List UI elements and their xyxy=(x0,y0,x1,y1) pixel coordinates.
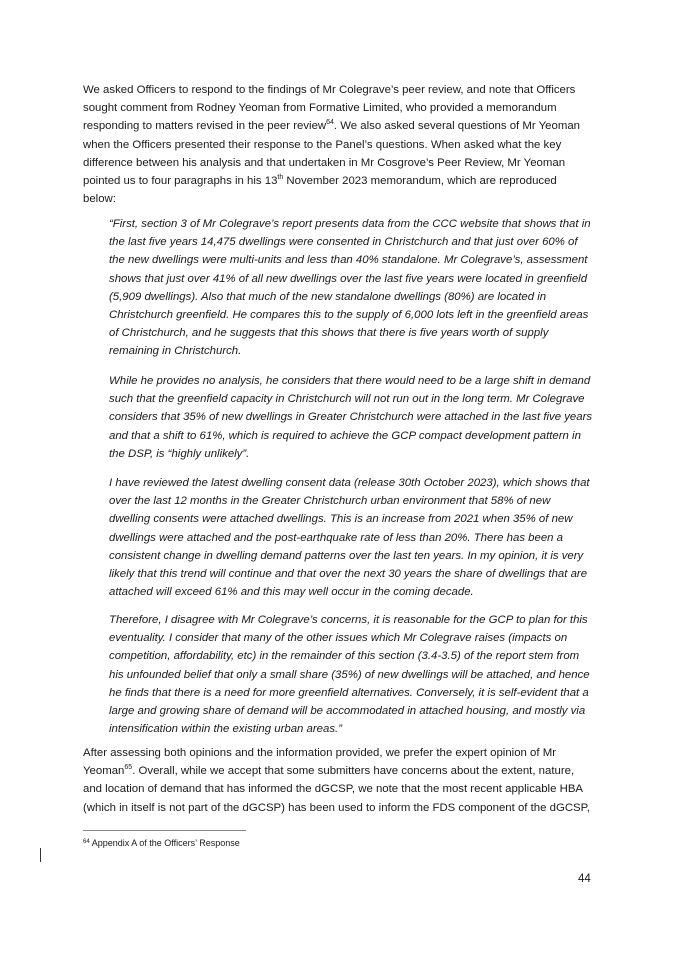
text-line: responding to matters revised in the peer review$^{64}$. We also asked several questions of Mr Yeoman xyxy=(83,119,581,133)
quote-line: the new dwellings were multi-units and less than 40% standalone. Mr Colegrave’s, assessment xyxy=(109,254,588,267)
text-line: and location of demand that has informed the dGCSP, we note that the most recent applicable HBA xyxy=(83,783,584,796)
footnote-number: 64 xyxy=(83,839,90,845)
quote-line: large and growing share of demand will be accommodated in attached housing, and mostly via xyxy=(109,705,586,718)
quote-line: Therefore, I disagree with Mr Colegrave’s concerns, it is reasonable for the GCP to plan for this xyxy=(109,614,588,626)
quote-line: his unfounded belief that only a small share (35%) of new dwellings will be attached, and hence xyxy=(109,668,590,681)
footnote-text: Appendix A of the Officers’ Response xyxy=(89,838,240,848)
quote-line: Christchurch greenfield. He compares this to the supply of 6,000 lots left in the greenfield areas xyxy=(109,309,589,322)
text-line: Yeoman$^{65}$. Overall, while we accept that some submitters have concerns about the extent, nature, xyxy=(83,764,575,778)
quote-line: such that the greenfield capacity in Christchurch will not run out in the long term. Mr Colegrave xyxy=(109,393,585,406)
text-line: We asked Officers to respond to the findings of Mr Colegrave’s peer review, and note that Officers xyxy=(83,84,576,96)
quote-line: “First, section 3 of Mr Colegrave’s report presents data from the CCC website that shows that in xyxy=(109,218,591,230)
footnote-separator xyxy=(83,830,246,831)
quote-line: the DSP, is “highly unlikely”. xyxy=(109,447,250,460)
footnote-reference[interactable]: 64 xyxy=(326,119,334,127)
revision-change-bar xyxy=(40,848,41,862)
quote-line: dwellings were attached and the post-earthquake rate of less than 20%. There has been a xyxy=(109,531,564,544)
block-quote-paragraph-3 xyxy=(109,474,590,601)
body-paragraph-officers-response xyxy=(83,81,580,208)
body-paragraph-conclusion xyxy=(83,744,590,817)
quote-line: consistent change in dwelling demand patterns over the last ten years. In my opinion, it is very xyxy=(109,549,584,562)
ordinal-suffix: th xyxy=(277,174,284,182)
text-line: After assessing both opinions and the information provided, we prefer the expert opinion of Mr xyxy=(83,747,556,759)
block-quote-paragraph-4 xyxy=(109,611,590,738)
quote-line: I have reviewed the latest dwelling consent data (release 30th October 2023), which shows that xyxy=(109,477,590,489)
quote-line: likely that this trend will continue and that over the next 30 years the share of dwellings that are xyxy=(109,568,588,581)
quote-line: competition, affordability, etc) in the remainder of this section (3.4-3.5) of the report stem from xyxy=(109,650,580,663)
quote-line: of Christchurch, and he suggests that this shows that there is five years worth of supply xyxy=(109,327,549,340)
text-line: below: xyxy=(83,193,116,206)
quote-line: While he provides no analysis, he considers that there would need to be a large shift in demand xyxy=(109,375,591,387)
quote-line: (5,909 dwellings). Also that much of the new standalone dwellings (80%) are located in xyxy=(109,290,547,303)
block-quote-paragraph-2 xyxy=(109,372,592,463)
quote-line: considers that 35% of new dwellings in Greater Christchurch were attached in the last five years xyxy=(109,411,593,424)
quote-line: dwelling consents were attached dwellings. This is an increase from 2021 when 35% of new xyxy=(109,513,573,526)
quote-line: he finds that there is a need for more greenfield alternatives. Conversely, it is self-evident that a xyxy=(109,686,589,699)
text-line: difference between his analysis and that undertaken in Mr Cosgrove’s Peer Review, Mr Yeoman xyxy=(83,156,566,169)
page-number: 44 xyxy=(578,873,591,885)
quote-line: attached will exceed 61% and this may well occur in the coming decade. xyxy=(109,586,474,599)
footnote-reference[interactable]: 65 xyxy=(124,764,133,772)
quote-line: eventuality. I consider that many of the other issues which Mr Colegrave raises (impacts on xyxy=(109,632,568,645)
text-line: when the Officers presented their response to the Panel’s questions. When asked what the key xyxy=(83,138,562,151)
quote-line: intensification within the existing urban areas.” xyxy=(109,723,343,736)
quote-line: the last five years 14,475 dwellings were consented in Christchurch and that just over 60% of xyxy=(109,236,578,249)
quote-line: and that a shift to 61%, which is required to achieve the GCP compact development pattern in xyxy=(109,429,581,442)
footnote-64 xyxy=(83,837,240,849)
text-line: pointed us to four paragraphs in his 13th November 2023 memorandum, which are reproduced xyxy=(83,174,557,188)
quote-line: over the last 12 months in the Greater Christchurch urban environment that 58% of new xyxy=(109,495,551,508)
block-quote-paragraph-1 xyxy=(109,215,591,361)
quote-line: shows that just over 41% of all new dwellings over the last five years were located in greenfield xyxy=(109,272,588,285)
text-line: (which in itself is not part of the dGCSP) has been used to inform the FDS component of the dGCSP, xyxy=(83,801,590,814)
quote-line: remaining in Christchurch. xyxy=(109,345,242,358)
text-line: sought comment from Rodney Yeoman from Formative Limited, who provided a memorandum xyxy=(83,102,557,115)
